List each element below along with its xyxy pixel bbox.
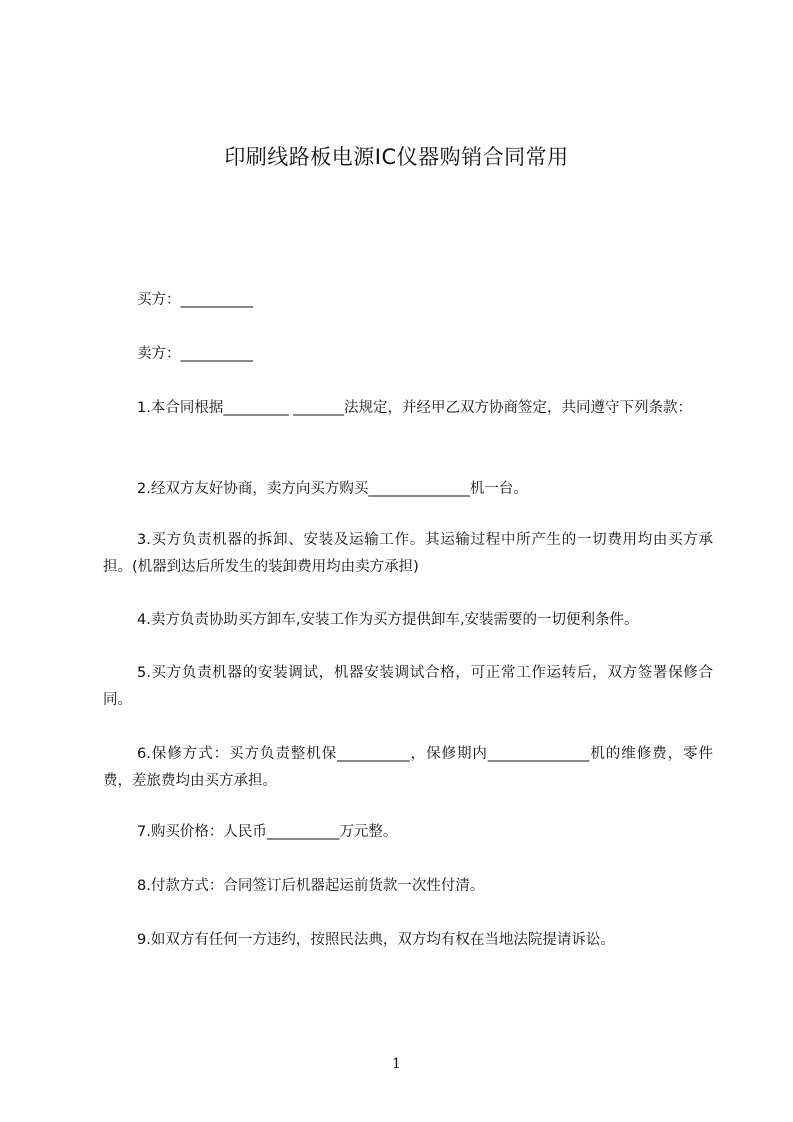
seller-line: 卖方：__________ [137,346,253,362]
clause-7: 7.购买价格：人民币__________万元整。 [137,824,398,840]
clause-9: 9.如双方有任何一方违约，按照民法典，双方均有权在当地法院提请诉讼。 [137,932,615,948]
page-number: 1 [392,1056,401,1072]
clause-2: 2.经双方友好协商，卖方向买方购买______________机一台。 [137,481,528,497]
clause-5: 5.买方负责机器的安装调试，机器安装调试合格，可正常工作运转后，双方签署保修合同。 [103,665,713,708]
clause-4: 4.卖方负责协助买方卸车,安装工作为买方提供卸车,安装需要的一切便利条件。 [137,612,639,628]
clause-8: 8.付款方式：合同签订后机器起运前货款一次性付清。 [137,878,485,894]
clause-6: 6.保修方式：买方负责整机保__________，保修期内______________机的维修费，零件费，差旅费均由买方承担。 [103,746,713,789]
buyer-line: 买方：__________ [137,292,253,308]
document-title: 印刷线路板电源IC仪器购销合同常用 [224,145,569,169]
clause-3: 3.买方负责机器的拆卸、安装及运输工作。其运输过程中所产生的一切费用均由买方承担。(机器到达后所发生的装卸费用均由卖方承担) [103,532,713,575]
clause-1: 1.本合同根据_________ _______法规定，并经甲乙双方协商签定，共同遵守下列条款： [137,400,692,416]
